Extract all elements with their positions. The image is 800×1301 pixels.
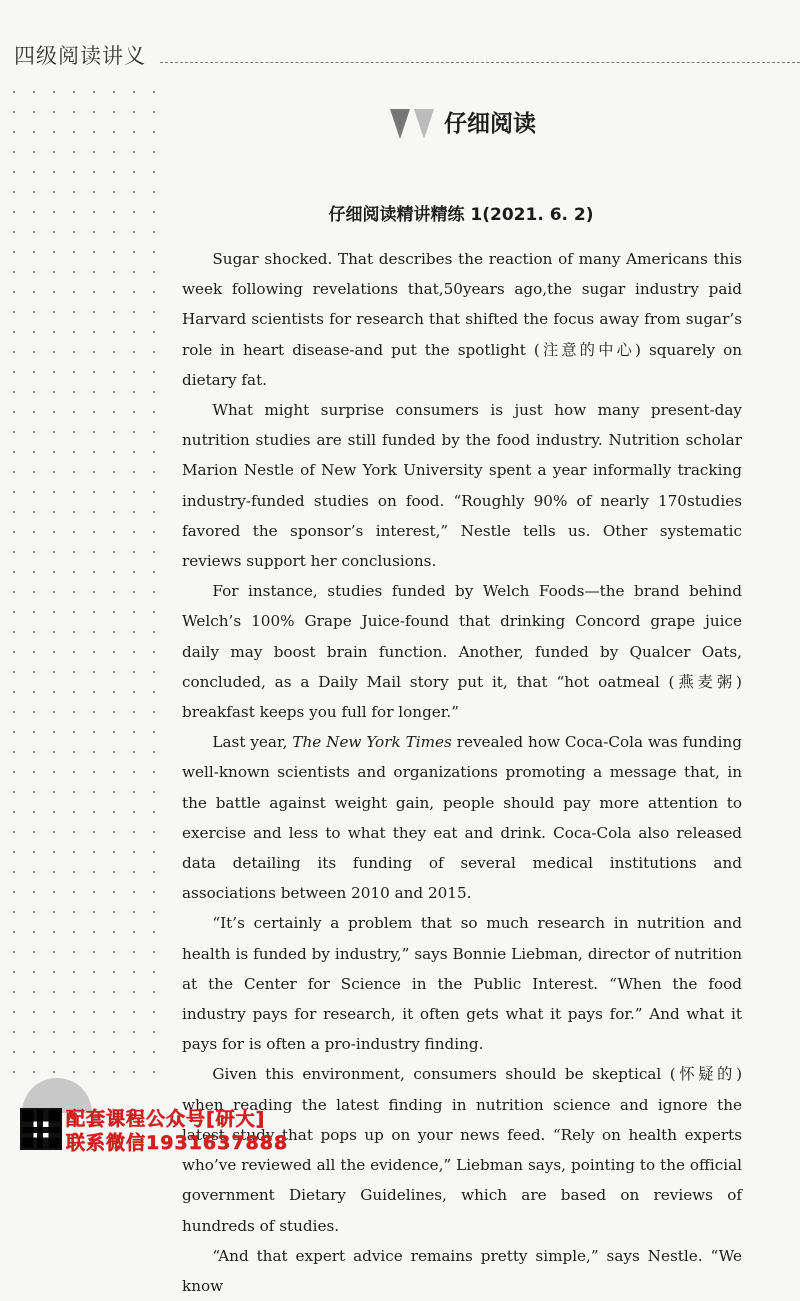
paragraph: Given this environment, consumers should be skeptical (怀疑的) when reading the latest finding in nutrition science and ignore the latest study that pops up on your news feed. “Rely on health experts who’ve reviewed all the evidence,” Liebman says, pointing to the official government Dietary Guidelines, which are based on reviews of hundreds of studies.: [182, 1065, 742, 1235]
publication-title: The New York Times: [292, 733, 452, 752]
paragraph: Sugar shocked. That describes the reaction of many Americans this week following revelations that,50years ago,the sugar industry paid Harvard scientists for research that shifted the focus away from sugar’s role in heart disease-and put the spotlight (注意的中心) squarely on dietary fat.: [182, 250, 742, 389]
paragraph: [182, 727, 742, 908]
paragraph-text: Last year,: [212, 733, 293, 752]
section-title: 仔细阅读: [444, 110, 536, 137]
watermark-line-1: 配套课程公众号[研大]: [66, 1108, 266, 1130]
triangle-icon: [390, 109, 410, 139]
paragraph: For instance, studies funded by Welch Foods—the brand behind Welch’s 100% Grape Juice-found that drinking Concord grape juice daily may boost brain function. Another, funded by Qualcer Oats, concluded, as a Daily Mail story put it, that “hot oatmeal (燕麦粥) breakfast keeps you full for longer.”: [182, 582, 742, 722]
watermark-line-2: 联系微信1931637888: [66, 1132, 289, 1154]
paragraph: “It’s certainly a problem that so much research in nutrition and health is funded by industry,” says Bonnie Liebman, director of nutrition at the Center for Science in the Public Interest. “When the food industry pays for research, it often gets what it pays for.” And what it pays for is often a pro-industry finding.: [182, 914, 742, 1054]
paragraph-text: revealed how Coca-Cola was funding well-known scientists and organizations promoting a message that, in the battle against weight gain, people should pay more attention to exercise and less to what they eat and drink. Coca-Cola also released data detailing its funding of several medical institutions and associations between 2010 and 2015.: [182, 733, 742, 903]
article-subtitle: 仔细阅读精讲精练 1(2021. 6. 2): [328, 205, 594, 225]
section-heading: [390, 100, 536, 142]
header-title: 四级阅读讲义: [14, 44, 146, 68]
paragraph: What might surprise consumers is just how many present-day nutrition studies are still funded by the food industry. Nutrition scholar Marion Nestle of New York University spent a year informally tracking industry-funded studies on food. “Roughly 90% of nearly 170studies favored the sponsor’s interest,” Nestle tells us. Other systematic reviews support her conclusions.: [182, 401, 742, 571]
dot-grid-margin: [0, 78, 170, 1088]
triangle-icon: [414, 109, 434, 139]
header-divider: [160, 62, 800, 63]
paragraph: “And that expert advice remains pretty simple,” says Nestle. “We know: [182, 1246, 742, 1295]
qr-code-icon: [20, 1108, 62, 1150]
